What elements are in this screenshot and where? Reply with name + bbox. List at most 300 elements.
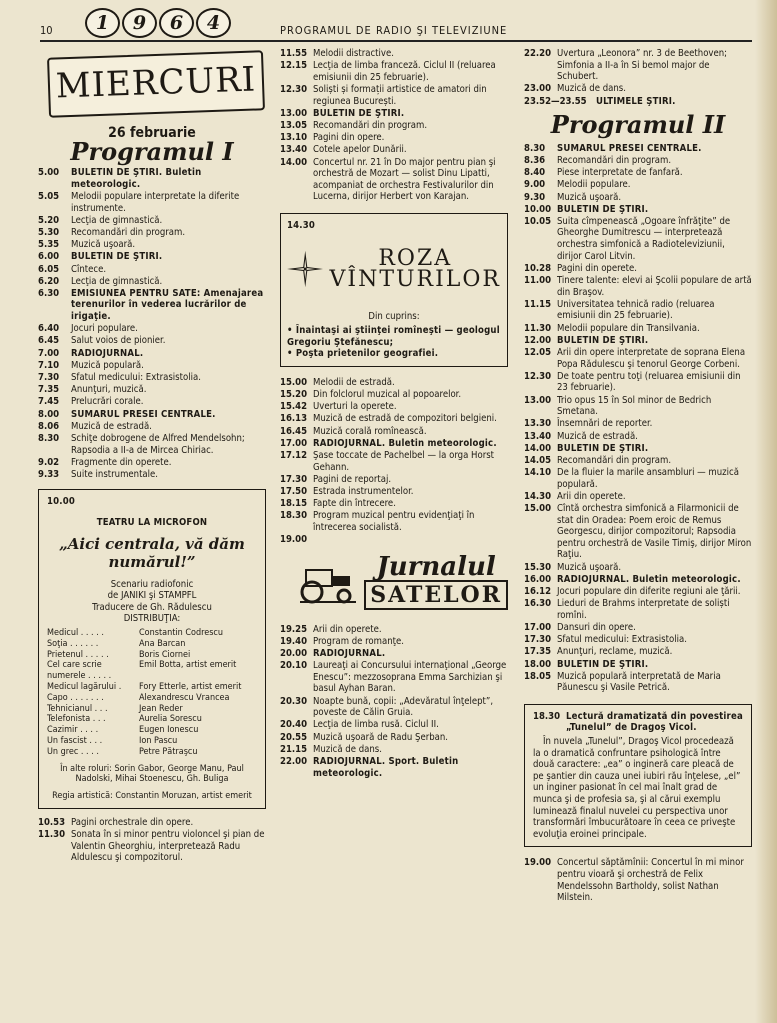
schedule-item — [524, 598, 752, 621]
item-text: Muzică uşoară de Radu Şerban. — [313, 731, 449, 743]
item-text: Muzică de estradă. — [71, 420, 152, 432]
schedule-item — [38, 227, 266, 239]
item-text: Tinere talente: elevi ai Şcolii populare de artă din Braşov. — [557, 275, 752, 298]
item-text: Soliști și formații artistice de amatori din regiunea București. — [313, 83, 487, 107]
item-text: Melodii populare. — [557, 179, 631, 191]
teatru-cast-list — [47, 628, 257, 758]
item-text: Lecţia de limba rusă. Ciclul II. — [313, 719, 439, 731]
teatru-authors: de JANIKI şi STAMPFL — [107, 590, 197, 602]
schedule-item — [280, 660, 508, 695]
schedule-item — [280, 132, 508, 144]
jurnal-satelor-logo — [280, 551, 508, 610]
schedule-item — [524, 96, 752, 108]
item-time: 6.45 — [38, 335, 60, 347]
schedule-item — [280, 486, 508, 498]
cast-actor: Ion Pascu — [139, 736, 178, 747]
item-time: 12.05 — [524, 346, 552, 358]
schedule-item — [280, 756, 508, 779]
item-text: BULETIN DE ŞTIRI. — [313, 107, 405, 119]
date-label: 26 februarie — [108, 125, 196, 141]
schedule-item — [280, 389, 508, 401]
item-text: Lieduri de Brahms interpretate de soliști romîni. — [557, 598, 730, 621]
item-time: 14.05 — [524, 454, 552, 466]
item-time: 8.00 — [38, 408, 60, 420]
page-number: 10 — [40, 24, 53, 37]
cast-row — [47, 639, 257, 650]
schedule-item — [280, 120, 508, 132]
schedule-item — [280, 498, 508, 510]
cast-role: Telefonista . . . — [47, 714, 106, 725]
schedule-item — [524, 192, 752, 204]
teatru-other-roles: În alte roluri: Sorin Gabor, George Manu, Paul Nadolski, Mihai Stoenescu, Gh. Buliga — [60, 763, 244, 785]
item-text: Melodii de estradă. — [313, 376, 395, 388]
tunel-body: În nuvela „Tunelul”, Dragoş Vicol procedează la o dramatică confruntare psihologică între două caractere: „ea” o ingineră care pleacă de pe şantier din cauza unei iubiri rău înţelese, „el” un inginer pasionat în cel mai înalt grad de munca şi de profesia sa, şi al cărui exemplu luminează finalul nuvelei cu perspectiva unor transformări îmbucurătoare în ceea ce priveşte evoluţia eroinei principale. — [533, 736, 741, 840]
item-text: Pagini orchestrale din opere. — [71, 817, 194, 829]
schedule-item — [524, 155, 752, 167]
schedule-item — [524, 167, 752, 179]
cast-actor: Ana Barcan — [139, 638, 186, 649]
item-time: 7.35 — [38, 384, 60, 396]
column-1 — [38, 48, 266, 865]
roza-title-2: VÎNTURILOR — [329, 267, 501, 293]
schedule-item — [280, 157, 508, 203]
item-text: Sfatul medicului: Extrasistolia. — [71, 372, 201, 383]
item-time: 11.55 — [280, 48, 308, 59]
schedule-item — [280, 426, 508, 438]
cast-actor: Fory Etterle, artist emerit — [139, 682, 242, 693]
item-time: 17.00 — [524, 621, 552, 633]
program-1-night-list — [524, 48, 752, 107]
item-text: Muzică uşoară. — [557, 191, 622, 203]
item-time: 6.00 — [38, 251, 60, 263]
item-time: 19.25 — [280, 623, 308, 635]
item-text: BULETIN DE ŞTIRI. Buletin meteorologic. — [71, 167, 202, 190]
schedule-item — [38, 323, 266, 335]
item-text: BULETIN DE ŞTIRI. — [557, 334, 649, 346]
item-time: 14.10 — [524, 467, 552, 479]
item-time: 9.33 — [38, 468, 60, 480]
item-time: 18.05 — [524, 670, 552, 682]
page-header — [40, 8, 752, 42]
item-time: 13.40 — [524, 430, 552, 442]
item-time: 16.12 — [524, 585, 552, 597]
schedule-item — [524, 179, 752, 191]
item-time: 17.35 — [524, 646, 552, 658]
year-digit: 6 — [159, 8, 194, 38]
tunelul-box — [524, 704, 752, 848]
schedule-item — [524, 491, 752, 503]
program-1-after-list — [38, 817, 266, 864]
item-text: ULTIMELE ŞTIRI. — [596, 95, 676, 107]
item-text: SUMARUL PRESEI CENTRALE. — [71, 408, 216, 420]
item-time: 8.06 — [38, 420, 60, 432]
item-time: 13.05 — [280, 119, 308, 131]
item-time: 13.40 — [280, 144, 308, 156]
schedule-item — [280, 744, 508, 756]
schedule-item — [280, 401, 508, 413]
schedule-item — [524, 586, 752, 598]
schedule-item — [280, 648, 508, 660]
schedule-item — [524, 622, 752, 634]
item-text: Muzică uşoară. — [71, 239, 136, 251]
item-text: Sfatul medicului: Extrasistolia. — [557, 634, 687, 646]
item-text: BULETIN DE ŞTIRI. — [557, 203, 649, 215]
schedule-item — [524, 263, 752, 275]
schedule-item — [524, 467, 752, 490]
item-time: 5.00 — [38, 167, 60, 179]
roza-bullet: • Poşta prietenilor geografiei. — [287, 348, 439, 360]
item-text: Sonata în si minor pentru violoncel şi pian de Valentin Gheorghiu, interpretează Radu Aldulescu şi compozitorul. — [71, 829, 265, 864]
item-text: Uverturi la operete. — [313, 401, 397, 413]
item-text: Muzică corală romînească. — [313, 425, 427, 437]
item-text: RADIOJURNAL. Sport. Buletin meteorologic. — [313, 755, 459, 779]
item-time: 5.05 — [38, 190, 60, 202]
item-text: Suite instrumentale. — [71, 468, 159, 480]
schedule-item — [524, 503, 752, 561]
item-text: De toate pentru toţi (reluarea emisiunii din 23 februarie). — [557, 370, 741, 394]
cast-role: Un fascist . . . — [47, 736, 103, 747]
cast-row — [47, 650, 257, 661]
item-text: Estrada instrumentelor. — [313, 485, 414, 497]
schedule-item — [38, 276, 266, 288]
schedule-item — [524, 671, 752, 694]
item-time: 19.40 — [280, 635, 308, 647]
item-time: 6.40 — [38, 323, 60, 335]
item-text: Jocuri populare. — [71, 323, 138, 335]
cast-role: Medicul lagărului . — [47, 682, 122, 693]
item-text: Arii din opere interpretate de soprana Elena Popa Rădulescu şi tenorul George Corbeni. — [557, 346, 746, 370]
cast-actor: Petre Pătraşcu — [139, 746, 198, 757]
item-time: 14.30 — [524, 490, 552, 502]
cast-role: Capo . . . . . . . — [47, 692, 104, 703]
schedule-item — [38, 433, 266, 456]
item-time: 13.30 — [524, 418, 552, 430]
item-text — [313, 534, 508, 546]
cast-row — [47, 628, 257, 639]
item-text: Lecţia de gimnastică. — [71, 275, 163, 287]
cast-row — [47, 736, 257, 747]
schedule-item — [280, 450, 508, 473]
program-1-afternoon-list — [280, 377, 508, 546]
schedule-item — [524, 216, 752, 262]
schedule-item — [38, 335, 266, 347]
teatru-direction: Regia artistică: Constantin Moruzan, artist emerit — [52, 791, 252, 802]
item-text: Concertul săptămînii: Concertul în mi minor pentru vioară şi orchestră de Felix Mendelssohn Bartholdy, solist Nathan Milstein. — [557, 857, 744, 904]
column-3 — [524, 48, 752, 904]
header-rule — [40, 40, 752, 42]
schedule-item — [280, 377, 508, 389]
schedule-item — [524, 431, 752, 443]
item-time: 11.30 — [524, 322, 552, 334]
teatru-scenario: Scenariu radiofonic — [110, 578, 194, 590]
schedule-item — [524, 395, 752, 418]
cast-row — [47, 660, 257, 682]
tunel-heading: Lectură dramatizată din povestirea „Tunelul” de Dragoş Vicol. — [566, 710, 743, 734]
schedule-item — [280, 719, 508, 731]
schedule-item — [524, 646, 752, 658]
item-text: Melodii populare interpretate la diferite instrumente. — [71, 190, 240, 214]
schedule-item — [524, 299, 752, 322]
schedule-item — [38, 360, 266, 372]
item-time: 17.30 — [524, 634, 552, 646]
item-time: 12.15 — [280, 60, 308, 72]
cast-row — [47, 725, 257, 736]
item-time: 8.40 — [524, 167, 546, 179]
publication-title: PROGRAMUL DE RADIO ŞI TELEVIZIUNE — [280, 24, 508, 37]
item-time: 20.30 — [280, 695, 308, 707]
cast-row — [47, 747, 257, 758]
item-text: Pagini din operete. — [557, 262, 638, 274]
program-2-title: Programul II — [550, 110, 726, 140]
roza-vinturilor-box — [280, 213, 508, 367]
schedule-item — [524, 48, 752, 83]
cast-role: Soţia . . . . . . — [47, 638, 99, 649]
cast-actor: Jean Reder — [139, 703, 183, 714]
item-text: Laureaţi ai Concursului internaţional „George Enescu”: mezzosoprana Emma Sarchizian şi basul Ayhan Baran. — [313, 660, 507, 695]
item-text: Arii din operete. — [557, 490, 626, 502]
item-text: Muzică uşoară. — [557, 561, 622, 573]
schedule-item — [524, 659, 752, 671]
item-text: RADIOJURNAL. — [71, 347, 144, 359]
program-1-continued-list — [280, 48, 508, 203]
schedule-item — [38, 457, 266, 469]
teatru-cast-heading: DISTRIBUŢIA: — [123, 613, 181, 625]
cast-actor: Eugen Ionescu — [139, 725, 199, 736]
item-time: 7.00 — [38, 347, 60, 359]
cast-row — [47, 693, 257, 704]
item-time: 15.42 — [280, 401, 308, 413]
cast-role: Un grec . . . . — [47, 746, 99, 757]
teatru-heading: TEATRU LA MICROFON — [96, 517, 208, 529]
cast-role: Cel care scrie numerele . . . . . — [47, 660, 112, 682]
schedule-item — [38, 288, 266, 323]
item-text: Salut voios de pionier. — [71, 335, 166, 347]
schedule-item — [524, 455, 752, 467]
item-time: 23.52—23.55 — [524, 95, 587, 107]
schedule-item — [38, 215, 266, 227]
item-time: 16.00 — [524, 573, 552, 585]
schedule-item — [38, 421, 266, 433]
schedule-item — [524, 143, 752, 155]
item-text: Cîntă orchestra simfonică a Filarmonicii de stat din Oradea: Poem eroic de Remus Georgescu, dirijor compozitorul; Rapsodia pentru orchestră de Vasile Timiş, dirijor Miron Raţiu. — [557, 503, 752, 561]
item-time: 12.30 — [524, 370, 552, 382]
year-logo — [85, 8, 231, 38]
item-time: 10.53 — [38, 817, 66, 829]
item-text: Trio opus 15 în Sol minor de Bedrich Smetana. — [557, 394, 712, 418]
item-time: 13.00 — [280, 107, 308, 119]
item-time: 13.10 — [280, 132, 308, 144]
item-time: 7.30 — [38, 372, 60, 383]
item-text: Concertul nr. 21 în Do major pentru pian şi orchestră de Mozart — solist Dinu Lipatti, acompaniat de orchestra Festivalurilor din Lucerna, dirijor Herbert von Karajan. — [313, 156, 496, 203]
cast-actor: Constantin Codrescu — [139, 628, 224, 639]
cast-actor: Emil Botta, artist emerit — [139, 660, 237, 671]
item-time: 21.15 — [280, 743, 308, 755]
tractor-icon — [296, 560, 358, 604]
schedule-item — [524, 83, 752, 95]
item-text: BULETIN DE ŞTIRI. — [557, 658, 649, 670]
item-text: RADIOJURNAL. Buletin meteorologic. — [557, 573, 741, 585]
item-text: Şase toccate de Pachelbel — la orga Horst Gehann. — [313, 449, 495, 473]
schedule-item — [524, 323, 752, 335]
schedule-item — [38, 264, 266, 276]
schedule-item — [38, 396, 266, 408]
day-label: MIERCURI — [55, 59, 257, 107]
item-time: 18.15 — [280, 498, 308, 510]
schedule-item — [280, 438, 508, 450]
item-text: Program muzical pentru evidenţiaţi în întrecerea socialistă. — [313, 510, 475, 533]
item-text: Fragmente din operete. — [71, 456, 172, 468]
item-time: 20.55 — [280, 731, 308, 743]
schedule-item — [38, 384, 266, 396]
cast-actor: Alexandrescu Vrancea — [139, 692, 230, 703]
item-time: 17.30 — [280, 473, 308, 485]
teatru-translation: Traducere de Gh. Rădulescu — [92, 601, 212, 613]
schedule-item — [280, 636, 508, 648]
item-text: Recomandări din program. — [313, 119, 428, 131]
item-text: RADIOJURNAL. — [313, 648, 386, 660]
program-1-title: Programul I — [70, 136, 234, 166]
day-banner — [47, 50, 265, 118]
item-text: Muzică populară interpretată de Maria Păunescu şi Vasile Petrică. — [557, 670, 721, 694]
schedule-item — [280, 696, 508, 719]
schedule-item — [38, 191, 266, 214]
schedule-item — [38, 817, 266, 829]
item-text: Schiţe dobrogene de Alfred Mendelsohn; Rapsodia a II-a de Mircea Chiriac. — [71, 432, 245, 456]
item-text: Anunţuri, muzică. — [71, 384, 147, 396]
schedule-item — [280, 413, 508, 425]
item-time: 11.15 — [524, 298, 552, 310]
item-text: Muzică populară. — [71, 359, 144, 371]
teatru-time: 10.00 — [47, 495, 76, 507]
schedule-item — [280, 474, 508, 486]
item-time: 6.05 — [38, 263, 60, 275]
cast-row — [47, 682, 257, 693]
cast-role: Medicul . . . . . — [47, 628, 104, 639]
item-time: 15.00 — [524, 503, 552, 515]
cast-role: Tehnicianul . . . — [47, 703, 108, 714]
jurnal-title-2: SATELOR — [364, 580, 508, 610]
teatru-box — [38, 489, 266, 810]
schedule-item — [524, 371, 752, 394]
schedule-item — [524, 347, 752, 370]
item-time: 20.10 — [280, 660, 308, 672]
item-text: Suita cîmpenească „Ogoare înfrăţite” de Gheorghe Dumitrescu — interpretează orchestra simfonică a Radioteleviziunii, dirijor Carol Litvin. — [557, 215, 731, 262]
item-time: 16.45 — [280, 425, 308, 437]
item-text: BULETIN DE ŞTIRI. — [557, 442, 649, 454]
item-time: 10.28 — [524, 262, 552, 274]
item-time: 11.00 — [524, 275, 552, 287]
item-text: Muzică de estradă. — [557, 430, 638, 442]
item-time: 17.12 — [280, 449, 308, 461]
item-time: 17.50 — [280, 485, 308, 497]
item-time: 6.30 — [38, 287, 60, 299]
schedule-item — [280, 624, 508, 636]
item-text: Recomandări din program. — [71, 226, 186, 238]
page-edge — [755, 0, 777, 1023]
cast-row — [47, 704, 257, 715]
item-time: 9.00 — [524, 179, 546, 191]
cast-actor: Aurelia Sorescu — [139, 714, 202, 725]
item-time: 7.10 — [38, 359, 60, 371]
item-time: 12.30 — [280, 83, 308, 95]
roza-time: 14.30 — [287, 219, 316, 231]
roza-subtitle: Din cuprins: — [368, 311, 420, 323]
cast-actor: Boris Ciornei — [139, 649, 191, 660]
schedule-item — [280, 60, 508, 83]
item-time: 19.00 — [280, 534, 308, 546]
item-text: Muzică de dans. — [557, 83, 626, 95]
item-time: 8.30 — [524, 142, 546, 154]
schedule-item — [38, 348, 266, 360]
item-text: Program de romanţe. — [313, 635, 404, 647]
schedule-item — [280, 108, 508, 120]
item-text: Însemnări de reporter. — [557, 418, 653, 430]
item-time: 16.13 — [280, 413, 308, 425]
item-text: EMISIUNEA PENTRU SATE: Amenajarea terenurilor în vederea lucrărilor de irigaţie. — [71, 287, 264, 323]
item-text: Piese interpretate de fanfară. — [557, 167, 683, 179]
item-text: Muzică de dans. — [313, 743, 382, 755]
schedule-item — [280, 732, 508, 744]
item-text: Anunţuri, reclame, muzică. — [557, 646, 673, 658]
item-text: Pagini de reportaj. — [313, 473, 392, 485]
item-text: Pagini din opere. — [313, 132, 385, 144]
jurnal-title-1: Jurnalul — [376, 551, 496, 582]
item-text: Prelucrări corale. — [71, 396, 144, 408]
tunel-time: 18.30 — [533, 710, 561, 722]
item-time: 16.30 — [524, 598, 552, 610]
item-time: 5.20 — [38, 214, 60, 226]
item-time: 9.30 — [524, 191, 546, 203]
program-2-item — [524, 857, 752, 903]
item-time: 8.36 — [524, 154, 546, 166]
item-time: 14.00 — [524, 442, 552, 454]
item-time: 19.00 — [524, 857, 552, 869]
item-text: Melodii populare din Transilvania. — [557, 322, 700, 334]
cast-role: Prietenul . . . . . — [47, 649, 109, 660]
item-time: 12.00 — [524, 334, 552, 346]
schedule-item — [524, 335, 752, 347]
schedule-item — [524, 275, 752, 298]
item-time: 14.00 — [280, 156, 308, 168]
item-time: 23.00 — [524, 83, 552, 95]
item-text: De la fluier la marile ansambluri — muzică populară. — [557, 467, 739, 490]
item-text: Cîntece. — [71, 263, 107, 275]
item-text: RADIOJURNAL. Buletin meteorologic. — [313, 437, 497, 449]
cast-row — [47, 714, 257, 725]
schedule-item — [38, 409, 266, 421]
item-time: 15.30 — [524, 561, 552, 573]
cast-role: Cazimir . . . . — [47, 725, 99, 736]
schedule-item — [524, 443, 752, 455]
item-time: 8.30 — [38, 432, 60, 444]
item-time: 9.02 — [38, 456, 60, 468]
column-2 — [280, 48, 508, 780]
item-text: Muzică de estradă de compozitori belgieni. — [313, 413, 497, 425]
item-text: Universitatea tehnică radio (reluarea emisiunii din 25 februarie). — [557, 298, 715, 322]
item-time: 7.45 — [38, 396, 60, 408]
item-time: 5.30 — [38, 226, 60, 238]
schedule-item — [524, 562, 752, 574]
item-time: 17.00 — [280, 437, 308, 449]
item-time: 5.35 — [38, 239, 60, 251]
schedule-item — [524, 634, 752, 646]
teatru-title: „Aici centrala, vă dăm numărul!” — [59, 534, 245, 571]
schedule-item — [280, 534, 508, 546]
roza-title-1: ROZA — [378, 245, 453, 271]
item-time: 18.30 — [280, 510, 308, 522]
schedule-item — [524, 574, 752, 586]
item-text: Recomandări din program. — [557, 454, 672, 466]
